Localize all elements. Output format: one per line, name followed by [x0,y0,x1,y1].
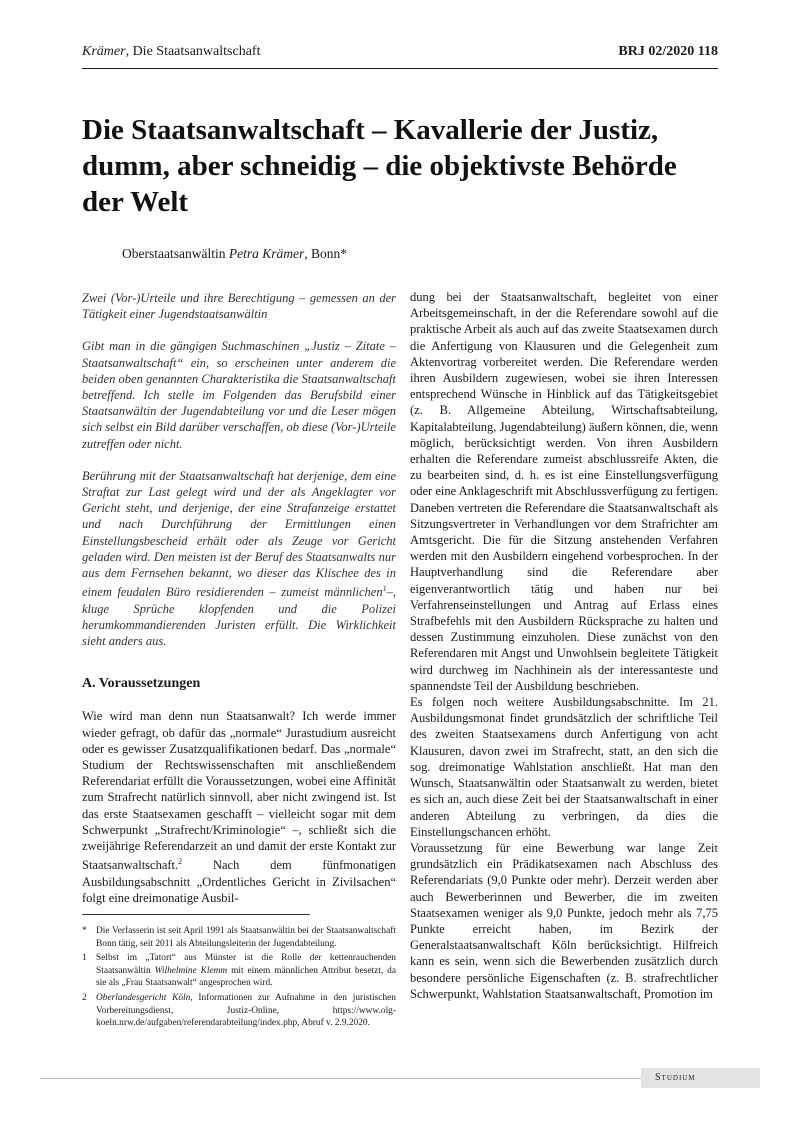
header-author-title [82,44,260,60]
running-header [82,44,718,66]
footnote-ref-2[interactable]: 2 [178,857,183,867]
body-paragraph-a: Wie wird man denn nun Staatsanwalt? Ich werde immer wieder gefragt, ob dafür das „normale“ Jurastudium ausreicht oder es gewisser Zusatzqualifikationen bedarf. Das „normale“ Studium der Rechtswissenschaften mit anschließendem Referendariat erfüllt die Voraussetzungen, wobei eine Affinität zum Strafrecht natürlich sinnvoll, aber nicht zwingend ist. Ist das erste Staatsexamen geschafft – vielleicht sogar mit dem Schwerpunkt „Strafrecht/Kriminologie“ –, schließt sich die zweijährige Referendarzeit an und damit der erste Kontakt zur Staatsanwaltschaft. [82,709,396,873]
header-short-title: , Die Staatsanwaltschaft [125,44,261,59]
footnote [82,952,396,990]
author-suffix: , Bonn* [304,246,347,261]
footnote-text-tail: mit einem männlichen Attribut besetzt, da sie als „Frau Staatsanwalt“ angesprochen wird. [96,965,396,989]
author-prefix: Oberstaatsanwältin [122,246,229,261]
footnote-number: 1 [82,953,87,964]
header-divider [82,68,718,69]
right-column [410,289,718,1002]
footnote-number: 2 [82,992,87,1003]
header-journal-page: BRJ 02/2020 118 [618,44,718,59]
footnotes [82,925,396,1032]
abstract-subtitle: Zwei (Vor-)Urteile und ihre Berechtigung – gemessen an der Tätigkeit einer Jugendstaatsanwältin [82,291,396,322]
body-paragraph-stations: Es folgen noch weitere Ausbildungsabschnitte. Im 21. Ausbildungsmonat findet grundsätzlich der schriftliche Teil des zweiten Staatsexamens durch Anfertigung von acht Klausuren, davon zwei im Strafrecht, statt, an den sich die sog. dreimonatige Wahlstation anschließt. Hat man den Wunsch, Staatsanwältin oder Staatsanwalt zu werden, bietet es sich an, auch diese Zeit bei der Staatsanwaltschaft in einer anderen Abteilung zu verbringen, da dies die Einstellungschancen erhöht. [410,695,718,839]
body-paragraph-continued: dung bei der Staatsanwaltschaft, begleitet von einer Arbeitsgemeinschaft, in der die Referendare sowohl auf die praktische Arbeit als auch auf das zweite Staatsexamen durch die Anfertigung von Klausuren und die Gelegenheit zum Aktenvortrag vorbereitet werden. Die Referendare werden ihren Ausbildern zugewiesen, wobei sie ihren Interessen entsprechend Wünsche in Hinblick auf das Tätigkeitsgebiet (z. B. Allgemeine Abteilung, Wirtschaftsabteilung, Kapitalabteilung, Jugendabteilung) äußern können, die, wenn möglich, berücksichtigt werden. Von ihren Ausbildern erhalten die Referendare zumeist abschlussreife Akten, die zu bearbeiten sind, d. h. es ist eine Einstellungsverfügung oder eine Anklageschrift mit Abschlussverfügung zu fertigen. Daneben vertreten die Referendare die Staatsanwaltschaft als Sitzungsvertreter in Verhandlungen vor dem Strafrichter am Amtsgericht. Die für die Sitzung anstehenden Verfahren werden mit den Ausbildern eingehend vorbesprochen. In der Hauptverhandlung sind die Referendare aber eigenverantwortlich tätig und haben nur bei Verfahrenseinstellungen und Antrag auf Erlass eines Strafbefehls mit den Ausbildern Rücksprache zu halten und dessen Zustimmung einzuholen. Diese zunächst von den Referendaren mit Angst und Unwohlsein begleitete Tätigkeit wird durchweg im Nachhinein als der interessanteste und spannendste Teil der Ausbildung beschrieben. [410,290,718,693]
footer-divider [40,1078,641,1079]
footnote-number: * [82,926,87,936]
section-badge [641,1068,760,1088]
abstract-context [82,468,396,649]
author-name: Petra Krämer [228,246,305,261]
author-line [122,246,347,262]
footnote-emphasis: Wilhelmine Klemm [154,965,228,976]
article-title: Die Staatsanwaltschaft – Kavallerie der Justiz, dumm, aber schneidig – die objektivste Behörde der Welt [82,114,677,218]
footnote-emphasis: Oberlandesgericht Köln [96,992,191,1003]
header-author: Krämer [82,44,126,59]
body-paragraph-b: Nach dem fünfmonatigen Ausbildungsabschnitt „Ordentliches Gericht in Zivilsachen“ folgt eine dreimonatige Ausbil- [82,858,396,905]
footnote-text-tail[interactable]: , Informationen zur Aufnahme in den juristischen Vorbereitungsdienst, Justiz-Online, https://www.olg-koeln.nrw.de/aufgaben/referendarabteilung/index.php, Abruf v. 2.9.2020. [96,992,396,1029]
abstract-context-b: –, kluge Sprüche klopfenden und die Polizei herumkommandierenden Juristen erfüllt. Die Wirklichkeit sieht anders aus. [82,585,396,649]
footnote-text: Selbst im „Tatort“ aus Münster ist die Rolle der kettenrauchenden Staatsanwältin [96,953,396,976]
body-paragraph-requirements: Voraussetzung für eine Bewerbung war lange Zeit grundsätzlich ein Prädikatsexamen nach Abschluss des Referendariats (9,0 Punkte oder mehr). Derzeit werden aber auch Bewerberinnen und Bewerber, die im zweiten Staatsexamen weniger als 9,0 Punkte, jedoch mehr als 7,75 Punkte erreicht haben, im Bezirk der Generalstaatsanwaltschaft Köln berücksichtigt. Hilfreich kann es sein, wenn sich die Bewerbenden zusätzlich durch besondere persönliche Eigenschaften (z. B. strafrechtlicher Schwerpunkt, Wahlstation Staatsanwaltschaft, Promotion im [410,840,718,1001]
footnote [82,992,396,1030]
footnote [82,925,396,950]
section-heading: A. Voraussetzungen [82,676,201,692]
section-badge-label: Studium [655,1072,696,1083]
abstract-context-a: Berührung mit der Staatsanwaltschaft hat derjenige, dem eine Straftat zur Last gelegt wird und der als Angeklagter vor Gericht steht, und derjenige, der eine Strafanzeige erstattet und nach Durchführung der Ermittlungen einen Einstellungsbescheid erhält oder als Zeuge vor Gericht geladen wird. Den meisten ist der Beruf des Staatsanwalts nur aus dem Fernsehen bekannt, wo dieser das Klischee des in einem feudalen Büro residierenden – zumeist männlichen [82,468,396,600]
footnote-ref-1[interactable]: 1 [382,584,387,594]
abstract-intro: Gibt man in die gängigen Suchmaschinen „Justiz – Zitate – Staatsanwaltschaft“ ein, so erscheinen unter anderem die beiden oben genannten Charakteristika die Staatsanwaltschaft betreffend. Ich stelle im Folgenden das Berufsbild einer Staatsanwältin der Jugendabteilung vor und die Leser mögen sich selbst ein Bild darüber verschaffen, ob diese (Vor-)Urteile zutreffen oder nicht. [82,339,396,451]
footnote-text: Die Verfasserin ist seit April 1991 als Staatsanwältin bei der Staatsanwaltschaft Bonn tätig, seit 2011 als Abteilungsleiterin der Jugendabteilung. [96,926,396,949]
footnote-divider [82,914,310,915]
body-paragraph [82,708,396,906]
left-column [82,290,396,906]
